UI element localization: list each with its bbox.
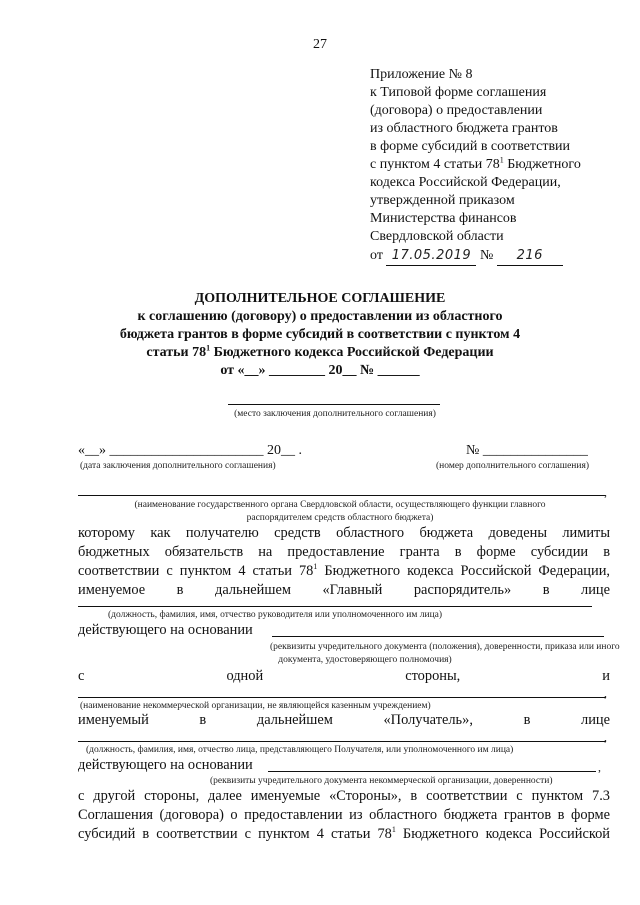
appendix-line: к Типовой форме соглашения	[370, 85, 547, 100]
acting-basis-2: действующего на основании	[78, 757, 253, 773]
basis-caption: (реквизиты учредительного документа (положения), доверенности, приказа или иного	[270, 642, 620, 652]
basis2-rule	[268, 771, 596, 772]
page-number: 27	[313, 37, 327, 52]
appendix-line: Приложение № 8	[370, 67, 473, 82]
number-line: № _______________	[466, 443, 588, 458]
appendix-line-text: с пунктом 4 статьи 78	[370, 157, 500, 172]
appendix-line: утвержденной приказом	[370, 193, 515, 208]
appendix-date-line	[370, 247, 581, 266]
body-line	[78, 563, 610, 580]
comma-mark: ,	[604, 730, 607, 744]
person-rule	[78, 606, 592, 607]
appendix-line-text: Бюджетного	[503, 157, 581, 172]
basis2-caption: (реквизиты учредительного документа некоммерческой организации, доверенности)	[210, 776, 553, 786]
acting-basis: действующего на основании	[78, 622, 253, 638]
org-rule	[78, 495, 606, 496]
appendix-date-handwritten: 17.05.2019	[386, 247, 476, 266]
final-line: Соглашения (договора) о предоставлении из областного бюджета грантов в форме	[78, 807, 610, 823]
appendix-block	[370, 66, 581, 266]
title-line: бюджета грантов в форме субсидий в соответствии с пунктом 4	[119, 327, 521, 342]
comma-mark: ,	[604, 485, 607, 499]
date-caption: (дата заключения дополнительного соглашения)	[80, 461, 276, 471]
body-line: именуемое в дальнейшем «Главный распорядитель» в лице	[78, 582, 610, 598]
comma-mark: ,	[604, 686, 607, 700]
appendix-line: из областного бюджета грантов	[370, 121, 558, 136]
body-text: соответствии с пунктом 4 статьи 78	[78, 563, 314, 579]
person-caption: (должность, фамилия, имя, отчество руководителя или уполномоченного им лица)	[108, 610, 443, 620]
nko-caption: (наименование некоммерческой организации, не являющейся казенным учреждением)	[80, 701, 431, 711]
title-text: статьи 78	[146, 345, 207, 360]
document-title	[0, 290, 640, 380]
superscript: 1	[499, 155, 504, 165]
recipient-person-caption: (должность, фамилия, имя, отчество лица, представляющего Получателя, или уполномоченного им лица)	[86, 745, 514, 755]
appendix-line: Министерства финансов	[370, 211, 517, 226]
recipient-rule	[78, 741, 606, 742]
final-line	[78, 826, 610, 843]
basis-rule	[272, 636, 604, 637]
title-line	[0, 344, 640, 362]
body-line: бюджетных обязательств на предоставление гранта в форме субсидии в	[78, 544, 610, 560]
title-line: от «__» ________ 20__ № ______	[220, 363, 420, 378]
basis-caption: документа, удостоверяющего полномочия)	[278, 655, 452, 665]
appendix-line: в форме субсидий в соответствии	[370, 139, 571, 154]
org-caption-line: распорядителем средств областного бюджета)	[246, 513, 434, 523]
place-caption: (место заключения дополнительного соглашения)	[234, 409, 436, 419]
superscript: 1	[391, 825, 396, 835]
superscript: 1	[313, 562, 318, 572]
nko-rule	[78, 697, 606, 698]
recipient-line: именуемый в дальнейшем «Получатель», в лице	[78, 712, 610, 728]
comma-mark: ,	[598, 760, 601, 774]
final-line: с другой стороны, далее именуемые «Стороны», в соответствии с пунктом 7.3	[78, 788, 610, 804]
title-line: ДОПОЛНИТЕЛЬНОЕ СОГЛАШЕНИЕ	[194, 291, 446, 306]
one-side-line: с одной стороны, и	[78, 668, 610, 684]
number-prefix: №	[479, 248, 494, 263]
place-rule	[228, 404, 440, 405]
superscript: 1	[206, 343, 211, 353]
body-text: Бюджетного кодекса Российской	[395, 826, 610, 842]
number-caption: (номер дополнительного соглашения)	[436, 461, 590, 471]
body-line: которому как получателю средств областного бюджета доведены лимиты	[78, 525, 610, 541]
body-text: субсидий в соответствии с пунктом 4 статьи 78	[78, 826, 392, 842]
title-line: к соглашению (договору) о предоставлении из областного	[137, 309, 503, 324]
date-prefix: от	[370, 248, 383, 263]
org-caption-line: (наименование государственного органа Свердловской области, осуществляющего функции главного	[134, 500, 546, 510]
date-line: «__» ______________________ 20__ .	[78, 443, 302, 458]
appendix-line	[370, 156, 581, 174]
appendix-number-handwritten: 216	[497, 247, 563, 266]
appendix-line: Свердловской области	[370, 229, 504, 244]
appendix-line: (договора) о предоставлении	[370, 103, 543, 118]
body-text: Бюджетного кодекса Российской Федерации,	[317, 563, 610, 579]
appendix-line: кодекса Российской Федерации,	[370, 175, 561, 190]
title-text: Бюджетного кодекса Российской Федерации	[210, 345, 494, 360]
